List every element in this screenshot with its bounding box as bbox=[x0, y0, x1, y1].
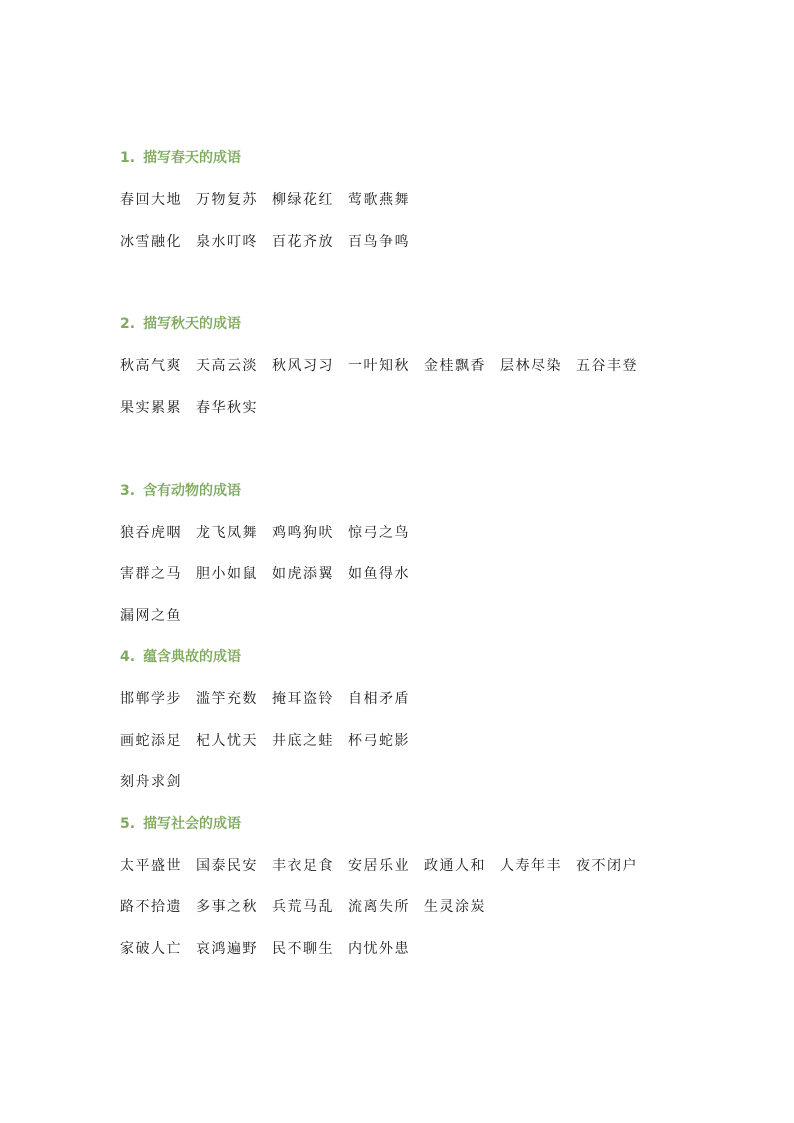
idiom: 春华秋实 bbox=[196, 400, 258, 416]
section-2-title: 描写秋天的成语 bbox=[143, 316, 242, 332]
idiom: 流离失所 bbox=[348, 899, 410, 915]
idiom: 掩耳盗铃 bbox=[272, 691, 334, 707]
idiom: 害群之马 bbox=[120, 566, 182, 582]
section-1-heading bbox=[120, 149, 241, 167]
idiom: 莺歌燕舞 bbox=[348, 192, 410, 208]
idiom: 秋风习习 bbox=[272, 358, 334, 374]
idiom: 如鱼得水 bbox=[348, 566, 410, 582]
section-5-line-2 bbox=[120, 898, 500, 916]
section-3-line-2 bbox=[120, 565, 424, 583]
idiom: 路不拾遗 bbox=[120, 899, 182, 915]
section-4-heading bbox=[120, 648, 241, 666]
idiom: 冰雪融化 bbox=[120, 234, 182, 250]
idiom: 兵荒马乱 bbox=[272, 899, 334, 915]
idiom: 一叶知秋 bbox=[348, 358, 410, 374]
section-5-line-3 bbox=[120, 940, 424, 958]
idiom: 五谷丰登 bbox=[576, 358, 638, 374]
idiom: 万物复苏 bbox=[196, 192, 258, 208]
idiom: 龙飞凤舞 bbox=[196, 525, 258, 541]
idiom: 漏网之鱼 bbox=[120, 608, 182, 624]
section-2-line-1 bbox=[120, 357, 652, 375]
idiom: 太平盛世 bbox=[120, 858, 182, 874]
idiom: 胆小如鼠 bbox=[196, 566, 258, 582]
section-5-heading bbox=[120, 815, 241, 833]
section-4-title: 蕴含典故的成语 bbox=[143, 649, 242, 665]
section-4-line-3 bbox=[120, 773, 196, 791]
idiom: 安居乐业 bbox=[348, 858, 410, 874]
idiom: 夜不闭户 bbox=[576, 858, 638, 874]
section-5-title: 描写社会的成语 bbox=[143, 816, 242, 832]
section-1-line-2 bbox=[120, 233, 424, 251]
section-3-line-3 bbox=[120, 607, 196, 625]
idiom: 国泰民安 bbox=[196, 858, 258, 874]
section-3-line-1 bbox=[120, 524, 424, 542]
idiom: 内忧外患 bbox=[348, 941, 410, 957]
idiom: 井底之蛙 bbox=[272, 733, 334, 749]
idiom: 果实累累 bbox=[120, 400, 182, 416]
idiom: 惊弓之鸟 bbox=[348, 525, 410, 541]
section-1-title: 描写春天的成语 bbox=[143, 150, 242, 166]
idiom: 金桂飘香 bbox=[424, 358, 486, 374]
idiom: 泉水叮咚 bbox=[196, 234, 258, 250]
idiom: 政通人和 bbox=[424, 858, 486, 874]
idiom: 秋高气爽 bbox=[120, 358, 182, 374]
section-4-number: 4. bbox=[120, 649, 136, 665]
idiom: 滥竽充数 bbox=[196, 691, 258, 707]
idiom: 画蛇添足 bbox=[120, 733, 182, 749]
section-4-line-2 bbox=[120, 732, 424, 750]
section-3-heading bbox=[120, 482, 241, 500]
section-3-title: 含有动物的成语 bbox=[143, 483, 242, 499]
section-5-number: 5. bbox=[120, 816, 136, 832]
idiom: 邯郸学步 bbox=[120, 691, 182, 707]
idiom: 丰衣足食 bbox=[272, 858, 334, 874]
section-1-line-1 bbox=[120, 191, 424, 209]
idiom: 柳绿花红 bbox=[272, 192, 334, 208]
idiom: 百花齐放 bbox=[272, 234, 334, 250]
idiom: 春回大地 bbox=[120, 192, 182, 208]
section-2-number: 2. bbox=[120, 316, 136, 332]
idiom: 天高云淡 bbox=[196, 358, 258, 374]
idiom: 鸡鸣狗吠 bbox=[272, 525, 334, 541]
idiom: 杯弓蛇影 bbox=[348, 733, 410, 749]
section-2-line-2 bbox=[120, 399, 272, 417]
section-2-heading bbox=[120, 315, 241, 333]
section-1-number: 1. bbox=[120, 150, 136, 166]
section-4-line-1 bbox=[120, 690, 424, 708]
idiom: 民不聊生 bbox=[272, 941, 334, 957]
section-5-line-1 bbox=[120, 857, 652, 875]
idiom: 自相矛盾 bbox=[348, 691, 410, 707]
idiom: 狼吞虎咽 bbox=[120, 525, 182, 541]
idiom: 人寿年丰 bbox=[500, 858, 562, 874]
idiom: 如虎添翼 bbox=[272, 566, 334, 582]
idiom: 生灵涂炭 bbox=[424, 899, 486, 915]
idiom: 百鸟争鸣 bbox=[348, 234, 410, 250]
idiom: 多事之秋 bbox=[196, 899, 258, 915]
idiom: 家破人亡 bbox=[120, 941, 182, 957]
idiom: 刻舟求剑 bbox=[120, 774, 182, 790]
idiom: 层林尽染 bbox=[500, 358, 562, 374]
idiom: 哀鸿遍野 bbox=[196, 941, 258, 957]
idiom: 杞人忧天 bbox=[196, 733, 258, 749]
section-3-number: 3. bbox=[120, 483, 136, 499]
